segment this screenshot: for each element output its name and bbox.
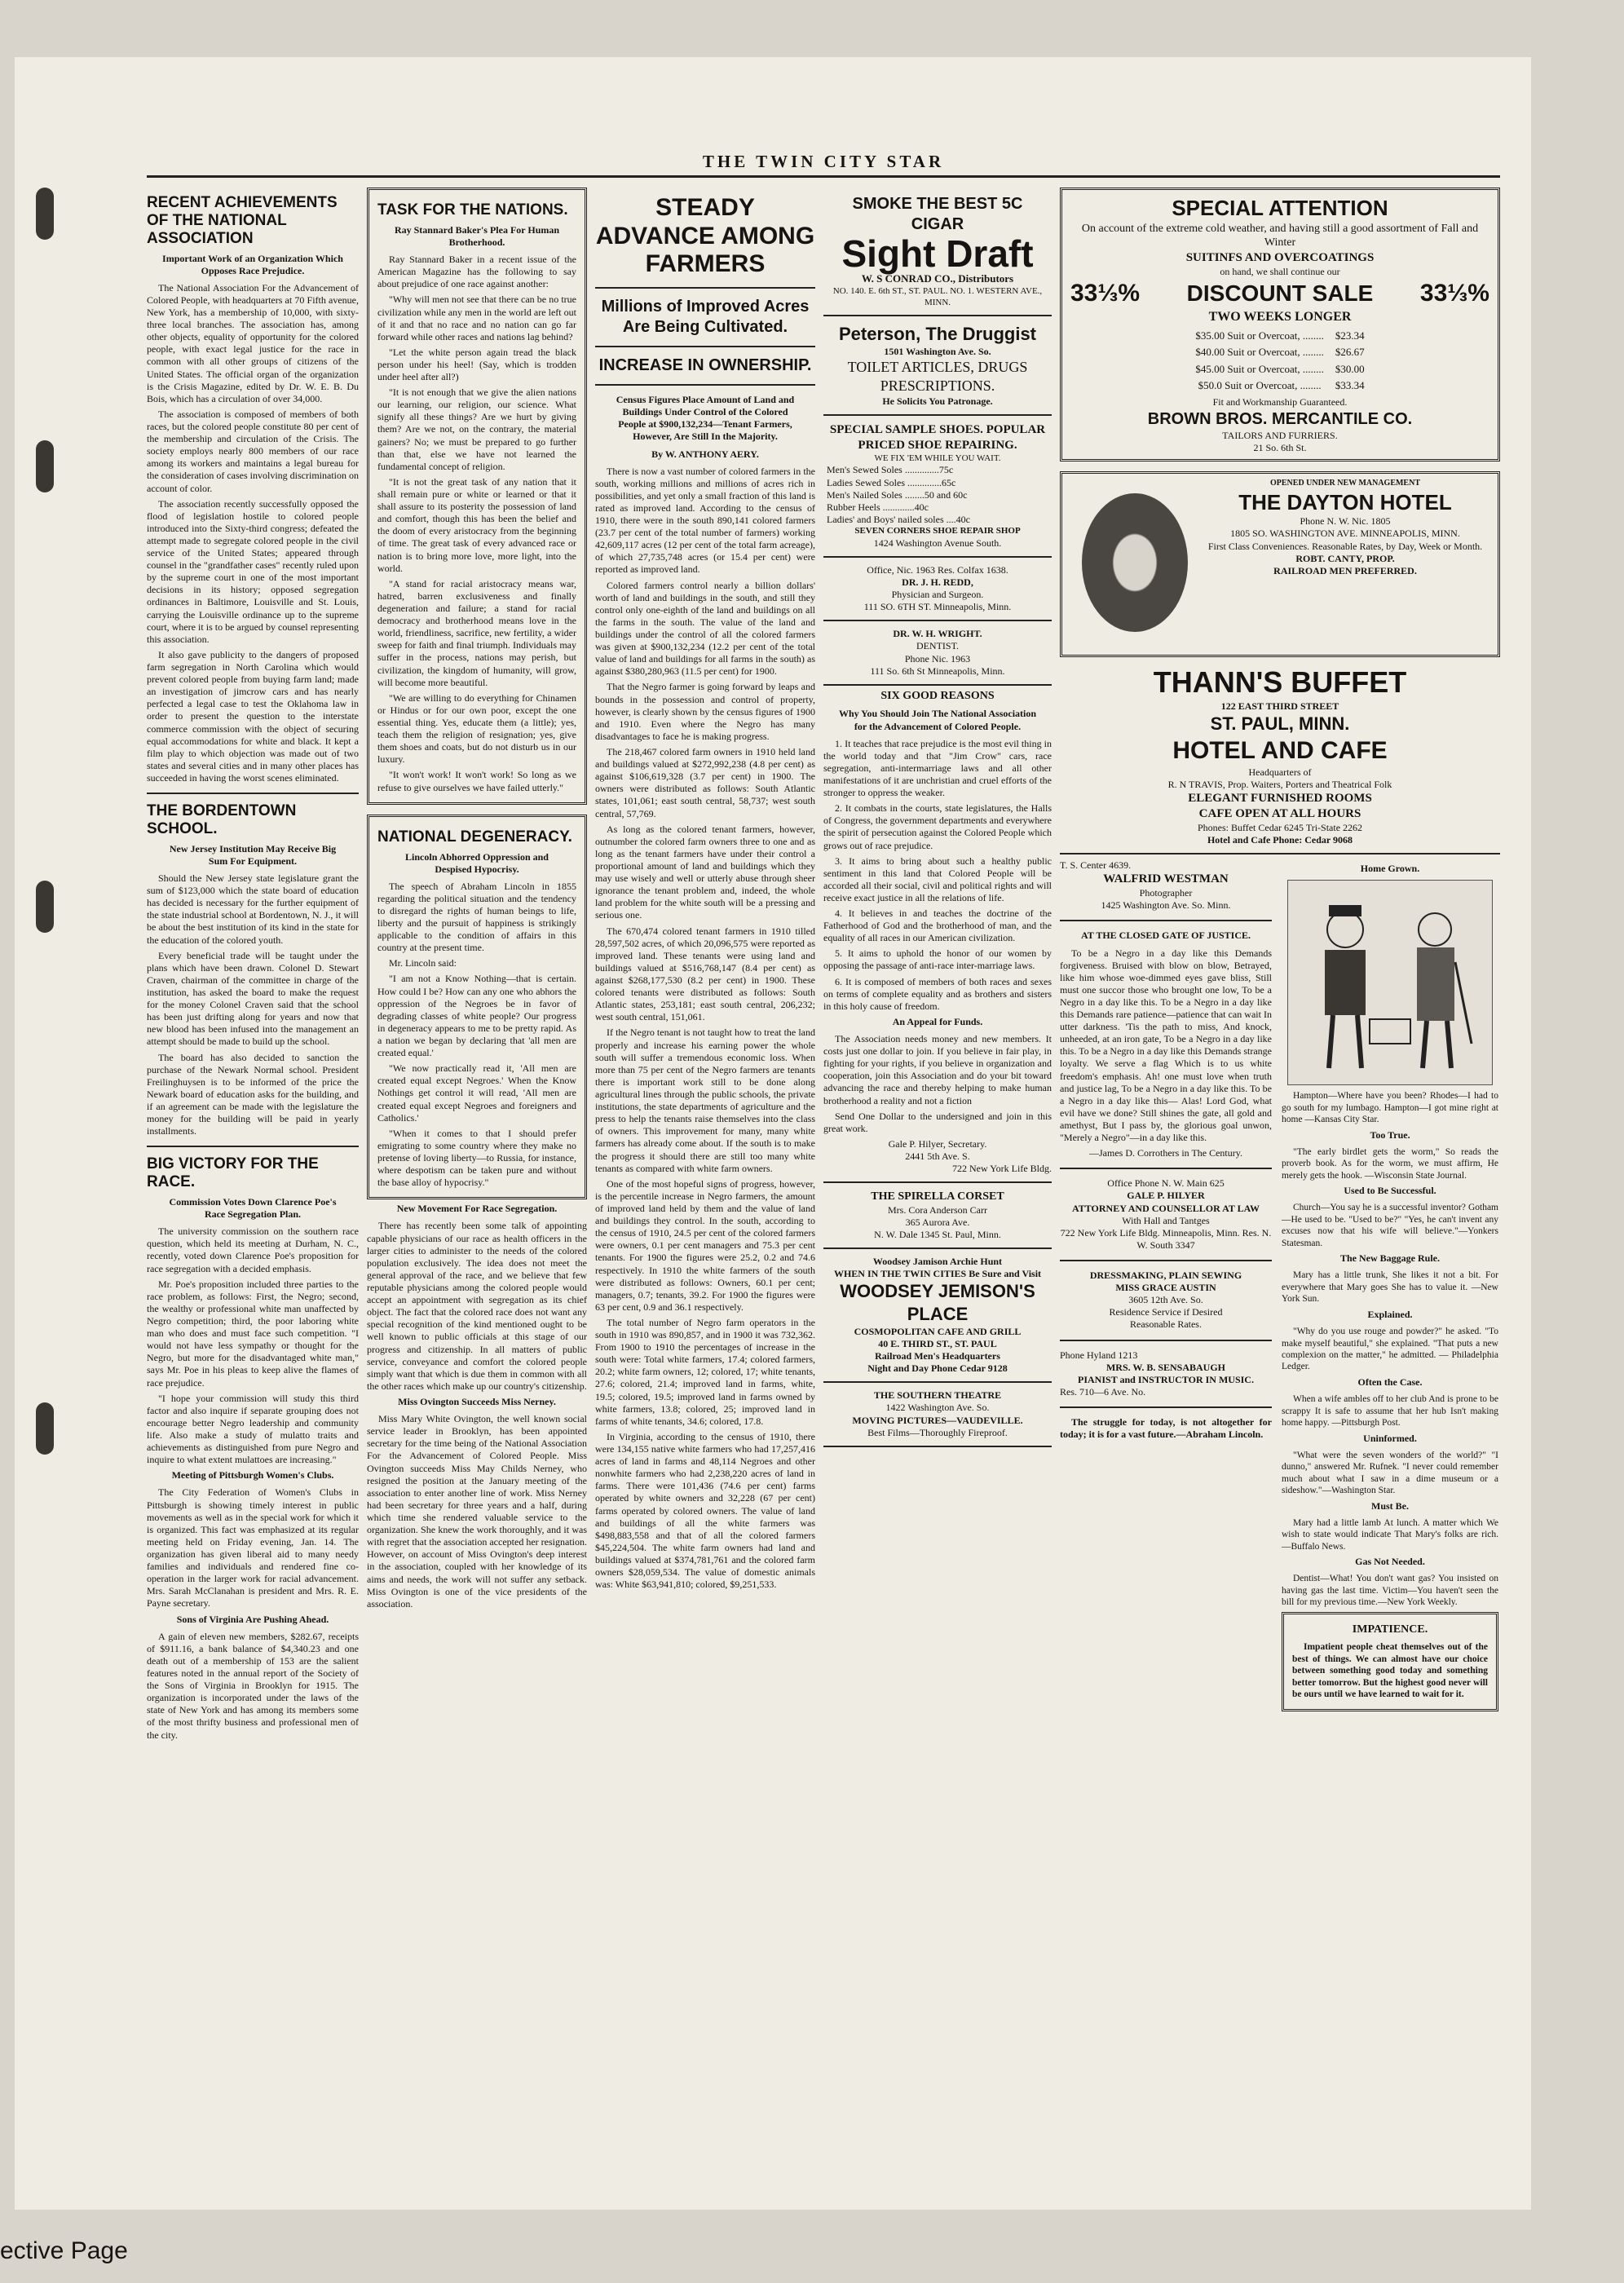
ad-text: MOVING PICTURES—VAUDEVILLE. [852, 1414, 1023, 1426]
article-paragraph: "A stand for racial aristocracy means war, hatred, barren exclusiveness and finally degeneration and failure; a stand for racial democracy and brotherhood means love in the world, friendliness, sacrifice, new fertility, a wider sweep for faith and final triumph. Individuals may suffer in the process, nations may perish, but civilization, the kingdom of humanity, will grow, will become more beautiful. [377, 577, 576, 688]
ad-title: WOODSEY JEMISON'S PLACE [840, 1281, 1035, 1325]
article-paragraph: Miss Mary White Ovington, the well known social service leader in Brooklyn, has been appointed secretary for the time being of the National Association For the Advancement of Colored People. Miss Ovington succeeds Miss May Childs Nerney, who resigned the position at the January meeting of the association to enter another line of work. Miss Nerney had been secretary for three years and a half, during which time she rendered valuable service to the organization. She knew the work thoroughly, and it was with regret that the association accepted her resignation. However, on account of Miss Ovington's deep interest in the association, coupled with her knowledge of its aims and needs, the work will not suffer any setback. Miss Ovington is one of the vice presidents of the association. [367, 1413, 587, 1610]
ad-text: TWO WEEKS LONGER [1208, 309, 1352, 324]
column-rule [595, 346, 815, 347]
article-heading: RECENT ACHIEVEMENTS OF THE NATIONAL ASSOCIATION [147, 194, 338, 247]
ad-text: Residence Service if Desired [1109, 1306, 1223, 1318]
column-rule [1060, 1406, 1272, 1408]
article-byline: By W. ANTHONY AERY. [651, 448, 759, 460]
price-value: $26.67 [1335, 346, 1365, 359]
cartoon-illustration [1287, 880, 1493, 1085]
ad-title: THE SOUTHERN THEATRE [873, 1389, 1002, 1402]
ad-text: on hand, we shall continue our [1220, 265, 1340, 277]
article-paragraph: The association recently successfully opposed the flood of legislation hostile to colored people introduced into the Sixty-third congress; defeated the attempt made to segregate colored people in the civil service of the United States; appeared through counsel in the "grandfather cases" recently ruled upon by the supreme court in one of the most important decisions in its history; opposed segregation ordinances in Baltimore, Louisville and St. Louis, carrying the Louisville ordinance up to the supreme court, where it is to be argued by counsel representing this association. [147, 497, 359, 645]
proprietor-portrait [1082, 493, 1188, 632]
ad-text: HOTEL AND CAFE [1172, 737, 1388, 765]
ad-text: Fit and Workmanship Guaranteed. [1212, 396, 1348, 408]
article-heading: THE BORDENTOWN SCHOOL. [147, 802, 297, 837]
article-subheading: Why You Should Join The National Association for the Advancement of Colored People. [838, 708, 1037, 732]
ad-text: 1422 Washington Ave. So. [885, 1402, 990, 1414]
ad-text: WE FIX 'EM WHILE YOU WAIT. [874, 453, 1001, 463]
price-row [1190, 345, 1369, 360]
ad-title: DRESSMAKING, PLAIN SEWING [1089, 1270, 1242, 1282]
thanns-buffet-ad [1060, 657, 1500, 854]
article-paragraph: Every beneficial trade will be taught under the plans which have been drawn. Colonel D. Stewart Craven, chairman of the committee in charge of the institution, has asked the board to make the request for the money Colonel Craven said that the school has been just drifting along for years and now that new blood has been infused into the management an attempt should be made to build up the school. [147, 949, 359, 1048]
price-row [1190, 362, 1369, 377]
joke-text: Hampton—Where have you been? Rhodes—I had to go south for my lumbago. Hampton—I got mine right at home —Kansas City Star. [1282, 1091, 1498, 1125]
price-row [1190, 329, 1369, 343]
joke-heading: Often the Case. [1357, 1376, 1423, 1388]
price-label: $40.00 Suit or Overcoat, ........ [1195, 346, 1324, 359]
ad-text: Hotel and Cafe Phone: Cedar 9068 [1207, 834, 1353, 846]
ad-text: 1501 Washington Ave. So. [884, 346, 991, 358]
ad-text: SMOKE THE BEST 5C CIGAR [852, 195, 1023, 234]
article-paragraph: The total number of Negro farm operators in the south in 1910 was 890,857, and in 1900 it was 732,362. From 1900 to 1910 the percentages of increase in the south were: Total white farmers, 17.4; colored farmers, 20.2; white farm owners, 12; colored, 17; white tenants, 27.6; colored, 21.4; improved land in farms, white, 19.5; colored, 19.5; improved land in farms owned by white farmers, 13.8; colored, 25; improved land in farms of white tenants, 34.6; colored, 17.8. [595, 1316, 815, 1427]
shoe-price-list [827, 464, 1048, 526]
ad-title: DR. W. H. WRIGHT. [893, 628, 982, 640]
column-3 [595, 188, 815, 2169]
column-5a [1060, 859, 1272, 1711]
ad-text: Phones: Buffet Cedar 6245 Tri-State 2262 [1197, 821, 1363, 833]
paper-tear [36, 881, 54, 933]
ad-text: 365 Aurora Ave. [905, 1216, 970, 1228]
article-paragraph: Send One Dollar to the undersigned and join in this great work. [823, 1110, 1052, 1134]
ad-text: Phone Nic. 1963 [904, 652, 971, 665]
column-rule [147, 793, 359, 794]
druggist-ad [823, 316, 1052, 415]
ad-title: THANN'S BUFFET [1153, 665, 1407, 699]
article-subheading: Ray Stannard Baker's Plea For Human Brotherhood. [394, 223, 560, 248]
joke-text: Dentist—What! You don't want gas? You insisted on having gas the last time. Victim—You haven't seen the bill for my previous time.—New York Weekly. [1282, 1574, 1498, 1608]
ad-text: 722 New York Life Bldg. Minneapolis, Minn. Res. N. W. South 3347 [1060, 1226, 1272, 1251]
ad-text: PIANIST and INSTRUCTOR IN MUSIC. [1078, 1373, 1254, 1385]
ad-text: Headquarters of [1248, 766, 1312, 778]
ad-text: SUITINFS AND OVERCOATINGS [1185, 251, 1375, 264]
address: 2441 5th Ave. S. [905, 1150, 970, 1163]
article-paragraph: "We are willing to do everything for Chinamen or Hindus or for our own poor, except the one essential thing. Yes, educate them (a little); yes, teach them the religion of resignation; yes, give them shoes and coats, but do not disturb us in our luxury. [377, 691, 576, 766]
ad-text: Night and Day Phone Cedar 9128 [867, 1362, 1008, 1375]
ad-text: Phone N. W. Nic. 1805 [1300, 515, 1391, 528]
article-paragraph: The Association needs money and new members. It costs just one dollar to join. If you believe in fair play, in fighting for your rights, if you believe in organization and cooperation, join this Association and do your bit toward advancing the race and thereby helping to make human brotherhood a reality and not a fiction [823, 1033, 1052, 1106]
discount-title: DISCOUNT SALE [1186, 280, 1374, 307]
price-label: $35.00 Suit or Overcoat, ........ [1195, 329, 1324, 342]
article-paragraph: The speech of Abraham Lincoln in 1855 regarding the political situation and the tendency to disregard the rights of human beings to life, liberty and the pursuit of happiness is strikingly applicable to the condition of affairs in this country at the present time. [377, 880, 576, 954]
shoe-ad [823, 416, 1052, 558]
article-paragraph: "I am not a Know Nothing—that is certain. How could I be? How can any one who abhors the oppression of the Negroes be in favor of degrading classes of white people? Our progress in degeneracy appears to me to be pretty rapid. As a nation we began by declaring that 'all men are created equal.' [377, 973, 576, 1059]
ad-text: 111 SO. 6TH ST. Minneapolis, Minn. [863, 601, 1012, 613]
paper-tear [36, 1402, 54, 1455]
article-paragraph: Ray Stannard Baker in a recent issue of the American Magazine has the following to say about prejudice of one race against another: [377, 254, 576, 290]
ad-text: Photographer [1139, 887, 1193, 899]
ad-text: 21 So. 6th St. [1253, 441, 1307, 453]
quote-text: The struggle for today, is not altogether for today; it is for a vast future.—Abraham Lincoln. [1060, 1416, 1272, 1441]
redd-ad [823, 558, 1052, 621]
article-paragraph: The 218,467 colored farm owners in 1910 held land and buildings valued at $272,992,238 (4.8 per cent) as against $106,619,328 (3.7 per cent) in 1900. The owners were distributed as follows: South Atlantic states, 101,061; east south central, 58,737; west south central, 57,769. [595, 746, 815, 819]
price-label: $45.00 Suit or Overcoat, ........ [1195, 362, 1324, 375]
column-5b [1282, 859, 1498, 1711]
article-paragraph: "Let the white person again tread the black person under his heel! (Say, which is trodden under heel after all?) [377, 346, 576, 383]
reason-item: 1. It teaches that race prejudice is the most evil thing in the world today and that "Jim Crow" cars, race segregation, anti-intermarriage laws and all other manifestations of it are unchristian and cruel efforts of the stronger to oppress the weaker. [823, 737, 1052, 799]
ad-text: R. N TRAVIS, Prop. Waiters, Porters and Theatrical Folk [1167, 779, 1392, 791]
price-line: Ladies Sewed Soles ..............65c [827, 476, 956, 488]
ad-text: OPENED UNDER NEW MANAGEMENT [1270, 478, 1420, 488]
article-paragraph: A gain of eleven new members, $282.67, receipts of $911.16, a bank balance of $4,340.23 and one death out of a membership of 153 are the salient features noted in the annual report of the Society of the Sons of Virginia in Brooklyn for 1915. The organization is incorporated under the laws of the state of New York and has among its members some of the most thrifty business and professional men of the city. [147, 1630, 359, 1741]
ad-text: On account of the extreme cold weather, and having still a good assortment of Fall and Winter [1081, 222, 1479, 249]
ad-title: GALE P. HILYER [1127, 1190, 1205, 1202]
corset-ad [823, 1181, 1052, 1249]
joke-text: Mary had a little lamb At lunch. A matter which We wish to state would indicate That Mary's folks are rich. —Buffalo News. [1282, 1517, 1498, 1552]
article-paragraph: Mr. Poe's proposition included three parties to the race problem, as follows: First, the Negro; second, the wealthy or professional white man unaffected by Negro competition; third, the poor laboring white man who does and must face such competition. "I would not have less sympathy or thought for the Negro, but more for the disadvantaged white man," says Mr. Poe in his pleas to keep alive the flames of race prejudice. [147, 1278, 359, 1389]
column-1 [147, 188, 359, 2169]
poem-title: AT THE CLOSED GATE OF JUSTICE. [1080, 930, 1251, 942]
reason-item: 6. It is composed of members of both races and sexes on terms of complete equality and as brothers and sisters in this holy cause of freedom. [823, 975, 1052, 1012]
dayton-hotel-ad [1060, 471, 1500, 657]
ad-title: Peterson, The Druggist [838, 324, 1037, 345]
ad-text: MISS GRACE AUSTIN [1115, 1282, 1216, 1294]
ad-text: 1805 SO. WASHINGTON AVE. MINNEAPOLIS, MINN. [1230, 528, 1460, 540]
price-value: $30.00 [1335, 362, 1365, 375]
ad-text: Railroad Men's Headquarters [875, 1350, 1000, 1362]
article-paragraph: Colored farmers control nearly a billion dollars' worth of land and buildings in the south, and still they control only one-eighth of the land and buildings on all the farms in the south. The value of the land and buildings under the control of all the colored farmers was given at $900,132,234 (12.2 per cent of the total value of land and buildings for all farms in the south) as against $380,280,963 (11.5 per cent) for 1900. [595, 579, 815, 678]
ad-text: Mrs. Cora Anderson Carr [888, 1203, 987, 1216]
ad-title: MRS. W. B. SENSABAUGH [1105, 1361, 1226, 1373]
ad-text: Reasonable Rates. [1130, 1318, 1202, 1331]
article-paragraph: In Virginia, according to the census of 1910, there were 134,155 native white farmers who had 17,257,416 acres of land in farms and 48,114 Negroes and other nonwhite farmers who had 2,238,220 acres of land in farms. There were 101,436 (74.6 per cent) farms operated by white owners and 32,228 (67 per cent) farms operated by colored owners. The value of land and buildings of all the white farmers was $498,883,558 and that of all the colored farmers $45,224,504. The white farm owners had land and buildings valued at $374,781,761 and the colored farm owners $28,059,534. The value of domestic animals was: White $63,941,810; colored, $9,251,533. [595, 1430, 815, 1591]
price-line: Rubber Heels .............40c [827, 501, 929, 513]
ad-text: ROBT. CANTY, PROP. [1295, 552, 1395, 564]
ad-text: 3605 12th Ave. So. [1128, 1294, 1203, 1306]
woodsey-ad [823, 1249, 1052, 1383]
ad-title: THE DAYTON HOTEL [1238, 489, 1452, 514]
signature: Gale P. Hilyer, Secretary. [888, 1137, 987, 1150]
ad-text: Phone Hyland 1213 [1060, 1349, 1138, 1361]
joke-heading: Used to Be Successful. [1344, 1185, 1436, 1197]
article-subheading: Important Work of an Organization Which Opposes Race Prejudice. [162, 252, 343, 276]
article-paragraph: "It won't work! It won't work! So long as we refuse to give ourselves we have failed utterly." [377, 769, 576, 793]
joke-heading: Too True. [1370, 1128, 1410, 1141]
ad-text: Best Films—Thoroughly Fireproof. [867, 1426, 1008, 1438]
reason-item: 2. It combats in the courts, state legislatures, the Halls of Congress, the government departments and everywhere the spirit of persecution against the Colored People which grows out of race prejudice. [823, 802, 1052, 851]
article-subheading: Lincoln Abhorred Oppression and Despised Hypocrisy. [405, 850, 549, 875]
impatience-box [1282, 1612, 1498, 1711]
ad-title: SPECIAL SAMPLE SHOES. POPULAR PRICED SHOE REPAIRING. [829, 422, 1046, 452]
joke-text: "Why do you use rouge and powder?" he asked. "To make myself beautiful," she explained. "That puts a new complexion on the matter," he admitted. — Philadelphia Ledger. [1282, 1327, 1498, 1372]
column-rule [1060, 1260, 1272, 1261]
article-paragraph: "It is not enough that we give the alien nations our learning, our religion, our science. What signify all these things? Are we hurt by giving them? Are we not, on the contrary, the material gainers? No; we must be prepared to go further than that, else we have not learned the fundamental concept of religion. [377, 386, 576, 472]
ad-text: N. W. Dale 1345 St. Paul, Minn. [874, 1229, 1001, 1241]
masthead: THE TWIN CITY STAR [147, 152, 1500, 178]
paper-tear [36, 188, 54, 240]
article-heading: SIX GOOD REASONS [880, 689, 995, 702]
page-caption: ective Page [0, 2237, 128, 2264]
article-paragraph: The National Association For the Advancement of Colored People, with headquarters at 70 Fifth avenue, New York, has a membership of 10,000, with sixty-three local branches. The association has, among other objects, equality of opportunity for the colored people, with exact legal justice for the race in common with all other groups of citizens of the United States. The official organ of the organization is the Crisis Magazine, edited by Dr. W. E. B. Du Bois, which has a circulation of over 34,000. [147, 281, 359, 404]
ad-text: TAILORS AND FURRIERS. [1222, 429, 1338, 441]
joke-heading: Home Grown. [1360, 863, 1420, 875]
article-paragraph: That the Negro farmer is going forward by leaps and bounds in the possession and control of property, however, is clearly shown by the census figures of 1900 and 1910. Even where the Negro has many disadvantages to face he is making progress. [595, 681, 815, 742]
price-line: Ladies' and Boys' nailed soles ....40c [827, 513, 970, 525]
price-line: Men's Nailed Soles ........50 and 60c [827, 488, 968, 501]
column-rule [595, 287, 815, 289]
column-2 [367, 188, 587, 2169]
ad-text: DENTIST. [916, 640, 960, 652]
article-paragraph: There is now a vast number of colored farmers in the south, working millions and millions of acres rich in possibilities, and yet only a small fraction of this land is rated as improved land. According to the census of 1910, there were in the south 890,141 colored farmers (23.7 per cent of the total number of farmers) working 42,609,117 acres (12 per cent of the total farm acreage), of which 27,735,748 acres (or 15.4 per cent) were reported as improved land. [595, 465, 815, 576]
ad-text: SEVEN CORNERS SHOE REPAIR SHOP [854, 525, 1021, 536]
theatre-ad [823, 1383, 1052, 1446]
price-value: $33.34 [1335, 379, 1365, 392]
ad-text: First Class Conveniences. Reasonable Rates, by Day, Week or Month. [1207, 540, 1483, 552]
article-heading: STEADY ADVANCE AMONG FARMERS [595, 194, 815, 277]
ad-text: ST. PAUL, MINN. [1210, 713, 1350, 735]
column-4 [823, 188, 1052, 2169]
article-paragraph: There has recently been some talk of appointing capable physicians of our race as health officers in the larger cities to administer to the needs of the colored population exclusively. The idea does not meet the general approval of the race, and we believe that few reputable physicians among the colored people would accept an appointment with segregation as its chief object. The fact that the colored race does not want any special recognition of the kind mentioned ought to be well known to public officials at this stage of our progress and citizenship. In all matters of public service, conveyance and comfort the colored people simply want that which is due them in common with all the other races which make up our country's citizenship. [367, 1220, 587, 1392]
article-paragraph: "When it comes to that I should prefer emigrating to some country where they make no pretense of loving liberty—to Russia, for instance, where despotism can be taken pure and without the base alloy of hypocrisy." [377, 1127, 576, 1189]
ad-text: TOILET ARTICLES, DRUGS PRESCRIPTIONS. [847, 359, 1028, 394]
article-subheading: New Movement For Race Segregation. [396, 1203, 558, 1215]
column-rule [1060, 1340, 1272, 1341]
ad-text: 111 So. 6th St Minneapolis, Minn. [870, 665, 1005, 677]
ad-title: DR. J. H. REDD, [902, 576, 973, 589]
cigar-ad [823, 188, 1052, 316]
ad-text: RAILROAD MEN PREFERRED. [1273, 564, 1417, 576]
reason-item: 4. It believes in and teaches the doctrine of the Fatherhood of God and the brotherhood of man, and the equality of all races in our American civilization. [823, 907, 1052, 944]
article-subheading: Census Figures Place Amount of Land and Buildings Under Control of the Colored People at $900,132,234—Tenant Farmers, However, Are Still In the Majority. [616, 394, 795, 443]
national-degeneracy-box [367, 815, 587, 1200]
column-rule [1060, 920, 1272, 921]
price-value: $23.34 [1335, 329, 1365, 342]
ad-title: SPECIAL ATTENTION [1172, 196, 1388, 220]
ad-title: WALFRID WESTMAN [1103, 872, 1229, 886]
joke-heading: Uninformed. [1363, 1432, 1417, 1444]
price-table [1189, 327, 1370, 395]
article-subheading: Sons of Virginia Are Pushing Ahead. [176, 1613, 329, 1625]
article-heading: BIG VICTORY FOR THE RACE. [147, 1155, 319, 1191]
ad-text: Office Phone N. W. Main 625 [1107, 1177, 1225, 1190]
article-paragraph: The university commission on the southern race question, which held its meeting at Durham, N. C., recently, voted down Clarence Poe's proposition for race segregation with a decided emphasis. [147, 1225, 359, 1274]
ad-text: WHEN IN THE TWIN CITIES Be Sure and Visit [833, 1268, 1042, 1280]
reason-item: 3. It aims to bring about such a healthy public sentiment in this land that Colored People will be accorded all their social, civil and political rights and will receive exact justice in all the relations of life. [823, 854, 1052, 903]
price-label: $50.0 Suit or Overcoat, ........ [1198, 379, 1322, 392]
ad-text: 1424 Washington Avenue South. [873, 537, 1002, 549]
ad-text: He Solicits You Patronage. [882, 395, 993, 407]
reason-item: 5. It aims to uphold the honor of our women by opposing the passage of anti-race inter-marriage laws. [823, 947, 1052, 972]
article-paragraph: Should the New Jersey state legislature grant the sum of $123,000 which the state board of education has decided is necessary for the further equipment of the state industrial school at Bordentown, N. J., it will be about the best institution of its kind in the state for the education of the colored youth. [147, 872, 359, 946]
joke-heading: Must Be. [1371, 1499, 1409, 1512]
column-rule [1060, 1168, 1272, 1169]
joke-heading: Explained. [1367, 1308, 1413, 1320]
brown-bros-ad [1060, 188, 1500, 461]
article-subheading: Miss Ovington Succeeds Miss Nerney. [398, 1395, 556, 1407]
article-paragraph: The City Federation of Women's Clubs in Pittsburgh is showing timely interest in public movements as well as in the special work for which it is organized. This fact was emphasized at its regular meeting held on Friday evening, Jan. 14. The organization has given liberal aid to many needy families and individuals and rendered fine co-operation in the larger work for racial advancement. Mrs. Sarah McClanahan is president and Mrs. R. E. Payne secretary. [147, 1486, 359, 1610]
ad-text: CAFE OPEN AT ALL HOURS [1198, 807, 1361, 821]
joke-text: "The early birdlet gets the worm," So reads the proverb book. As for the worm, we must affirm, He merely gets the hook. —Wisconsin State Journal. [1282, 1146, 1498, 1181]
article-heading: NATIONAL DEGENERACY. [377, 828, 572, 846]
ad-text: 1425 Washington Ave. So. Minn. [1101, 899, 1231, 912]
article-heading: TASK FOR THE NATIONS. [377, 201, 568, 219]
discount-percent: 33⅓% [1419, 280, 1489, 307]
column-rule [147, 1146, 359, 1147]
article-paragraph: The board has also decided to sanction the purchase of the Newark Normal school. President Freilinghuysen is to be informed of the price the Newark board of education asks for the building, and if an agreement can be made with the legislature the money for the building will be paid in yearly installments. [147, 1051, 359, 1137]
article-subheading: New Jersey Institution May Receive Big Sum For Equipment. [169, 842, 337, 867]
article-paragraph: "It is not the great task of any nation that it shall remain pure or white or learned or that it shall assure to its posterity the possession of land and comfort, though this has been the belief and the doom of every aristocracy from the beginning of time. The great task of every advanced race or nation is to bring more love, more light, into the world. [377, 475, 576, 574]
article-deck: Millions of Improved Acres Are Being Cultivated. [601, 297, 810, 336]
task-for-nations-box [367, 188, 587, 805]
article-paragraph: The association is composed of members of both races, but the colored people constitute 80 per cent of the membership and circulation of the Crisis. The society employs nearly 800 members of our race among its workers and maintains a legal bureau for the consideration of cases involving discrimination on account of color. [147, 408, 359, 494]
ad-text: T. S. Center 4639. [1060, 859, 1132, 872]
joke-heading: The New Baggage Rule. [1340, 1252, 1440, 1265]
ad-text: 40 E. THIRD ST., ST. PAUL [878, 1337, 997, 1349]
article-subheading: Commission Votes Down Clarence Poe's Race Segregation Plan. [169, 1196, 337, 1221]
ad-text: COSMOPOLITAN CAFE AND GRILL [854, 1325, 1022, 1337]
joke-text: Mary has a little trunk, She likes it not a bit. For everywhere that Mary goes She has to value it. —New York Sun. [1282, 1270, 1498, 1305]
paper-tear [36, 440, 54, 492]
article-paragraph: "I hope your commission will study this third factor and also inquire if separate grouping does not encourage better Negro leadership and community life. Also make a study of mulatto traits and achievements as distinguished from pure Negro and inquire to what extent mulattoes are increasing." [147, 1392, 359, 1466]
article-paragraph: The 670,474 colored tenant farmers in 1910 tilled 28,597,502 acres, of which 20,096,575 were reported as improved land. These tenants were using land and buildings valued at $516,768,147 (8.4 per cent) as against $268,177,530 (8.2 per cent) in 1900. These colored tenants were distributed as follows: South Atlantic states, 253,181; east south central, 206,232; west south central, 151,061. [595, 925, 815, 1023]
joke-text: Church—You say he is a successful inventor? Gotham—He used to be. "Used to be?" "Yes, he can't invent any excuses now that his wife will believe."—Yonkers Statesman. [1282, 1203, 1498, 1248]
article-subheading: Meeting of Pittsburgh Women's Clubs. [171, 1469, 334, 1482]
box-text: Impatient people cheat themselves out of the best of things. We can almost have our choice between something good today and something better tomorrow. But the highest good never will be ours until we have learned to wait for it. [1292, 1642, 1488, 1700]
article-paragraph: It also gave publicity to the dangers of proposed farm segregation in North Carolina which would prevent colored people from buying farm land; made an investigation of jimcrow cars and has nearly perfected a legal case to test the Oklahoma law in order to present the question to the interstate commerce commission with the object of securing equal accommodations for white and black. It kept a film play to which objection was made out of two states and several cities and in many other places has succeeded in having the worst scenes eliminated. [147, 648, 359, 784]
ad-text: Office, Nic. 1963 Res. Colfax 1638. [867, 563, 1008, 576]
column-5 [1060, 188, 1500, 2169]
ad-text: W. S CONRAD CO., Distributors [861, 272, 1014, 285]
article-paragraph: "Why will men not see that there can be no true civilization while any men in the world are left out of it and that no race and no nation can go far forward while other races and nations lag behind? [377, 294, 576, 342]
article-deck: INCREASE IN OWNERSHIP. [598, 355, 812, 374]
ad-text: Woodsey Jamison Archie Hunt [872, 1256, 1003, 1268]
article-subheading: An Appeal for Funds. [892, 1015, 983, 1027]
poem-byline: —James D. Corrothers in The Century. [1089, 1147, 1242, 1159]
address: 722 New York Life Bldg. [952, 1163, 1052, 1175]
ad-title: THE SPIRELLA CORSET [871, 1190, 1004, 1203]
discount-row [1070, 278, 1489, 309]
article-paragraph: One of the most hopeful signs of progress, however, is the percentile increase in Negro farmers, the amount of improved land held by them and the value of land and buildings they control. In the south, according to the census of 1910, 24.5 per cent of the colored farmers were owners, 0.1 per cent managers and 75.3 per cent tenants. For 1900 the figures were 25.2, 0.2 and 74.6 respectively. In 1910 the white farmers of the south were distributed as follows: Owners, 60.1 per cent; managers, 0.7; tenants, 39.2. For 1900 the figures were 63 per cent, 0.9 and 36.1 respectively. [595, 1177, 815, 1313]
ad-brand: Sight Draft [841, 232, 1034, 276]
lower-columns [1060, 859, 1500, 1711]
ad-text: NO. 140. E. 6th ST., ST. PAUL. NO. 1. WESTERN AVE., MINN. [832, 285, 1043, 307]
ad-text: 122 EAST THIRD STREET [1220, 700, 1339, 713]
ad-text: With Hall and Tantges [1122, 1214, 1210, 1226]
poem-text: To be a Negro in a day like this Demands forgiveness. Bruised with blow on blow, Betrayed, like him whose woe-dimmed eyes gave bliss, Still must one succor those who brought one low, To be a Negro in a day like this. To be a Negro in a day like this Demands rare patience—patience that can wait In utter darkness. 'Tis the path to miss, And knock, unheeded, at an iron gate, To be a Negro in a day like this. To be a Negro in a day like this Demands strange loyalty. We serve a flag Which is to us white freedom's emphasis. Ah! one must love when truth and justice lag, To be a Negro in a day like this. To be a Negro in a day like this— Alas! Lord God, what evil have we done? Still shines the gate, all gold and amethyst, But I pass by, the glorious goal unwon, "Merely a Negro"—in a day like this. [1060, 947, 1272, 1144]
discount-percent: 33⅓% [1070, 280, 1141, 307]
ad-text: ATTORNEY AND COUNSELLOR AT LAW [1071, 1202, 1260, 1214]
joke-text: "What were the seven wonders of the world?" "I dunno," answered Mr. Rufnek. "I never could remember much about what I saw in a dime museum or a sideshow."—Washington Star. [1282, 1450, 1498, 1496]
joke-heading: Gas Not Needed. [1355, 1556, 1425, 1568]
article-paragraph: "We now practically read it, 'All men are created equal except Negroes.' When the Know Nothings get control it will read, 'All men are created equal except Negroes and foreigners and Catholics.' [377, 1062, 576, 1124]
article-paragraph: If the Negro tenant is not taught how to treat the land properly and increase his earning power the whole south will suffer a tremendous economic loss. When more than 75 per cent of the Negro farmers are tenants there is important work still to be done along agricultural lines through the public schools, the private institutions, the state departments of agriculture and the press to help the tenants raise themselves into the class of owners. This improvement for many, many white farmers has already come about. If the south is to make the progress it should there are still too many white tenants as compared with white farm owners. [595, 1027, 815, 1174]
article-paragraph: Mr. Lincoln said: [389, 957, 457, 969]
ad-title: BROWN BROS. MERCANTILE CO. [1147, 409, 1413, 428]
price-row [1190, 378, 1369, 393]
ad-text: Res. 710—6 Ave. No. [1060, 1385, 1146, 1398]
wright-ad [823, 621, 1052, 685]
ad-text: Physician and Surgeon. [891, 589, 984, 601]
column-rule [595, 384, 815, 386]
joke-text: When a wife ambles off to her club And is prone to be scrappy It is safe to assume that her hub Isn't making home happy. —Pittsburgh Post. [1282, 1394, 1498, 1429]
article-paragraph: As long as the colored tenant farmers, however, outnumber the colored farm owners three to one and as long as the tenant farmers have under their control a proportional amount of land and buildings which they may use wisely and well or utterly abuse through sheer ignorance the tenant problem and, indeed, the whole land problem for the white south will be a pressing and serious one. [595, 823, 815, 921]
ad-text: ELEGANT FURNISHED ROOMS [1188, 792, 1372, 806]
box-heading: IMPATIENCE. [1352, 1623, 1428, 1636]
price-line: Men's Sewed Soles ..............75c [827, 464, 954, 476]
